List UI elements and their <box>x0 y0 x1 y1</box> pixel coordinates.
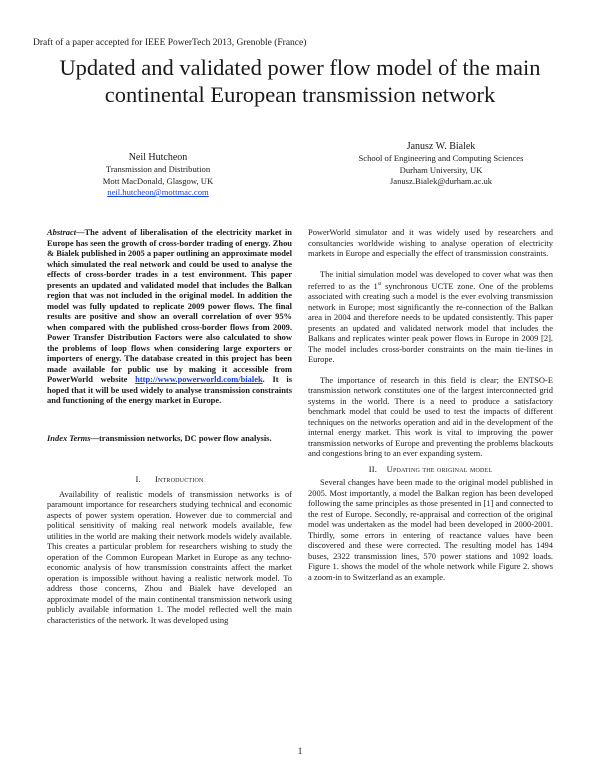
body-paragraph: PowerWorld simulator and it was widely used by researchers and consultancies worldwide wishing to analyse operation of electricity markets in Europe and especially the effect of transmission constraints. <box>308 227 553 258</box>
author-affiliation-2: Mott MacDonald, Glasgow, UK <box>102 175 214 186</box>
abstract-label: Abstract <box>47 227 77 237</box>
paragraph-text: The initial simulation model was developed to cover what was then referred to as the 1 <box>308 268 553 291</box>
right-column <box>308 227 553 582</box>
abstract-text-end: . It is hoped that it will be used widely to analyse transmission constraints and functioning of the energy market in Europe. <box>47 374 292 405</box>
section-title: Introduction <box>154 474 204 484</box>
author-block-2 <box>322 140 560 188</box>
author-email-link[interactable]: neil.hutcheon@mottmac.com <box>107 187 209 197</box>
body-paragraph <box>308 269 553 365</box>
title-line-1: Updated and validated power flow model of the main <box>59 55 541 80</box>
paragraph-text: synchronous UCTE zone. One of the problems associated with creating such a model is the ever evolving transmission network in Europe; most significantly the re-connection of the Balkan area in 2004 and therefore needs to be updated consistently. This paper presents an updated and validated network model that includes the Balkans and replicates winter peak power flows in Europe in 2009 [2]. The model includes cross-border constraints on the main tie-lines in Europe. <box>308 280 554 365</box>
section-heading-introduction <box>47 474 292 485</box>
index-terms-label: Index Terms <box>47 432 91 443</box>
section-heading-updating <box>308 464 553 475</box>
introduction-paragraph: Availability of realistic models of transmission networks is of paramount importance for researchers studying technical and economic aspects of power system operation. However due to commercial and political sensitivity of making real network models available, few utilities in the world are making their network models widely available. This creates a particular problem for researchers wishing to study the operation of the Common European Market in Europe as any techno-economic analysis of how transmission constraints affect the market operation is impossible without having a realistic network model. To address those concerns, Zhou and Bialek have developed an approximate model of the main continental transmission network using publicly available information 1. The model reflected well the main characteristics of the network. It was developed using <box>47 488 292 625</box>
paper-title <box>20 54 580 108</box>
abstract <box>47 227 292 406</box>
powerworld-link[interactable]: http://www.powerworld.com/bialek <box>135 374 263 384</box>
title-line-2: continental European transmission network <box>104 82 496 107</box>
author-name: Neil Hutcheon <box>128 152 188 163</box>
index-terms-text: —transmission networks, DC power flow analysis. <box>90 432 272 443</box>
section-title: Updating the original model <box>386 463 493 474</box>
abstract-text: —The advent of liberalisation of the electricity market in Europe has seen the growth of cross-border trading of energy. Zhou & Bialek published in 2005 a paper outlining an approximate model which simulated the real network and could be used to analyse the effects of cross-border trades in a test environment. This paper presents an updated and validated model that includes the Balkan region that was not included in the original model. In addition the model was fully updated to replicate 2009 power flows. The final results are positive and show an overall correlation of over 95% when compared with the published cross-border flows from 2009. Power Transfer Distribution Factors were also calculated to show the problems of loop flows when considering large exporters or importers of energy. The database created in this project has been made available for public use by making it accessible from PowerWorld website <box>47 227 292 384</box>
author-affiliation-1: Transmission and Distribution <box>105 164 211 174</box>
header-note: Draft of a paper accepted for IEEE PowerTech 2013, Grenoble (France) <box>33 38 307 48</box>
superscript: st <box>377 281 382 287</box>
section-number: II. <box>368 463 378 474</box>
body-paragraph: The importance of research in this field is clear; the ENTSO-E transmission network constitutes one of the largest interconnected grid systems in the world. There is a need to produce a satisfactory benchmark model that could be used to test the impacts of different techniques on the networks operation and aid in the development of the internal energy market. This work is vital to improving the power transmission networks of Europe and preventing the problems blackouts and congestions bring to an ever expanding system. <box>308 374 553 459</box>
section-number: I. <box>135 474 141 484</box>
author-affiliation-2: Durham University, UK <box>399 164 483 175</box>
section-2-paragraph: Several changes have been made to the original model published in 2005. Most importantly, a model the Balkan region has been developed following the same principles as those presented in [1] and connected to the rest of Europe. Secondly, re-appraisal and correction of the original model was undertaken as the model had been developed in 2000-2001. Thirdly, some errors in entering of reactance values have been discovered and these were corrected. The resulting model has 1494 buses, 2322 transmission lines, 570 power stations and 1092 loads. Figure 1. shows the model of the whole network while Figure 2. shows a zoom-in to Switzerland as an example. <box>308 477 553 582</box>
author-block-1 <box>64 151 252 199</box>
author-name: Janusz W. Bialek <box>406 141 476 152</box>
author-affiliation-1: School of Engineering and Computing Sciences <box>358 153 524 163</box>
page-number: 1 <box>297 747 303 757</box>
index-terms <box>47 433 292 444</box>
left-column <box>47 227 292 625</box>
author-email: Janusz.Bialek@durham.ac.uk <box>389 176 493 186</box>
